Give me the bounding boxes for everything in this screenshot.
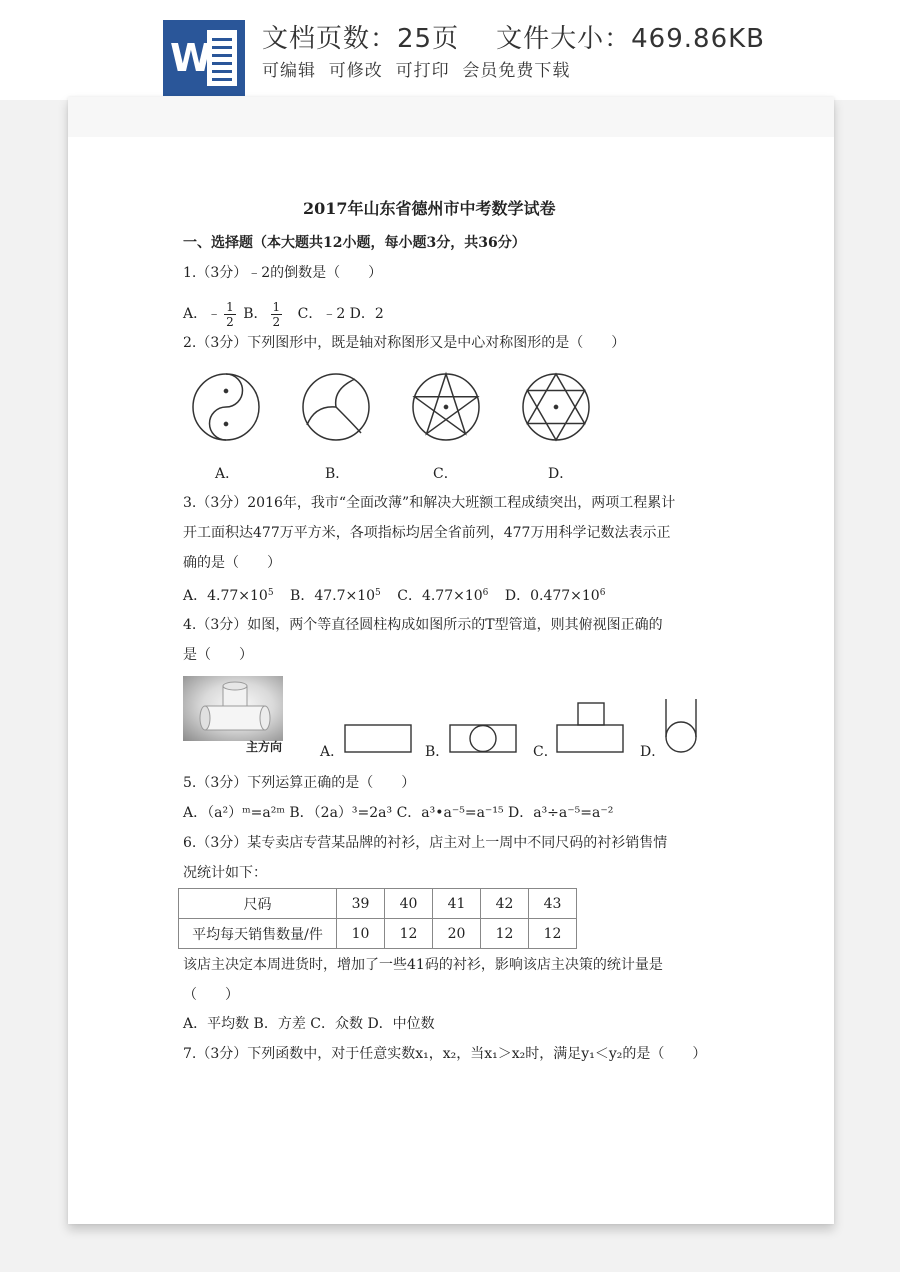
q4-option-b-figure xyxy=(450,725,516,752)
table-cell: 12 xyxy=(481,919,529,949)
table-cell: 43 xyxy=(529,889,577,919)
q4-label-b: B． xyxy=(425,744,450,760)
q1-options-rest: C．﹣2 D．2 xyxy=(297,306,384,322)
table-cell: 41 xyxy=(433,889,481,919)
exam-title: 2017年山东省德州市中考数学试卷 xyxy=(303,199,556,218)
q4-view-figures xyxy=(338,697,708,757)
section-heading: 一、选择题（本大题共12小题，每小题3分，共36分） xyxy=(183,235,526,251)
q2-label-c: C． xyxy=(433,466,458,482)
q1-option-a-label: A．﹣ xyxy=(183,306,222,322)
question-6-after-1: 该店主决定本周进货时，增加了一些41码的衬衫，影响该店主决策的统计量是 xyxy=(183,957,663,973)
question-6-line-1: 6.（3分）某专卖店专营某品牌的衬衫，店主对上一周中不同尺码的衬衫销售情 xyxy=(183,835,668,851)
triple-swirl-figure xyxy=(303,374,369,440)
question-6-after-2: （ ） xyxy=(183,987,239,1003)
q1-fraction-a xyxy=(224,300,236,329)
question-2-stem: 2.（3分）下列图形中，既是轴对称图形又是中心对称图形的是（ ） xyxy=(183,335,626,351)
q4-option-c-figure xyxy=(557,703,623,752)
q4-label-c: C． xyxy=(533,744,558,760)
q1-fraction-b xyxy=(271,300,283,329)
table-cell: 20 xyxy=(433,919,481,949)
q4-label-d: D． xyxy=(640,744,666,760)
q4-label-a: A． xyxy=(320,744,345,760)
q4-option-a-figure xyxy=(345,725,411,752)
t-pipe-photo xyxy=(183,676,283,741)
q3-option-b: B．$47.7\times 10^5$ xyxy=(290,588,381,604)
question-7-stem: 7.（3分）下列函数中，对于任意实数x₁，x₂，当x₁＞x₂时，满足y₁＜y₂的是（ ） xyxy=(183,1046,707,1062)
yin-yang-figure xyxy=(193,374,259,440)
table-row xyxy=(179,889,577,919)
question-3-line-1: 3.（3分）2016年，我市“全面改薄”和解决大班额工程成绩突出，两项工程累计 xyxy=(183,495,676,511)
q2-figures xyxy=(183,367,603,447)
table-cell: 10 xyxy=(337,919,385,949)
word-logo-letter: W xyxy=(170,36,212,80)
q2-label-b: B． xyxy=(325,466,350,482)
question-3-line-2: 开工面积达477万平方米，各项指标均居全省前列，477万用科学记数法表示正 xyxy=(183,525,671,541)
table-row xyxy=(179,919,577,949)
question-1-options xyxy=(183,297,384,331)
table-cell: 12 xyxy=(529,919,577,949)
document-page xyxy=(68,97,834,1224)
table-cell: 39 xyxy=(337,889,385,919)
question-5-options: A．（a²）ᵐ=a²ᵐ B．（2a）³=2a³ C．a³•a⁻⁵=a⁻¹⁵ D．a³÷a⁻⁵=a⁻² xyxy=(183,805,614,821)
q1-fraction-b-den: 2 xyxy=(272,314,281,329)
q1-fraction-a-num: 1 xyxy=(226,299,234,314)
t-pipe-drawing xyxy=(183,676,283,741)
page-top-shade xyxy=(68,97,834,137)
table-cell: 平均每天销售数量/件 xyxy=(179,919,337,949)
q3-option-d: D．$0.477\times 10^6$ xyxy=(504,588,606,604)
download-banner xyxy=(0,0,900,100)
hexagram-figure xyxy=(523,374,589,440)
question-3-line-3: 确的是（ ） xyxy=(183,555,281,571)
word-document-icon xyxy=(163,20,245,96)
q3-option-c: C．$4.77\times 10^6$ xyxy=(397,588,489,604)
table-cell: 尺码 xyxy=(179,889,337,919)
question-6-options: A．平均数 B．方差 C．众数 D．中位数 xyxy=(183,1016,435,1032)
document-features: 可编辑 可修改 可打印 会员免费下载 xyxy=(262,61,571,81)
q1-option-b-label: B． xyxy=(243,306,268,322)
q1-fraction-a-den: 2 xyxy=(226,314,234,329)
q2-label-d: D． xyxy=(548,466,574,482)
table-cell: 40 xyxy=(385,889,433,919)
pentagram-figure xyxy=(413,374,479,440)
document-info-title: 文档页数：25页 文件大小：469.86KB xyxy=(262,24,766,54)
question-6-line-2: 况统计如下： xyxy=(183,865,267,881)
sales-table xyxy=(178,888,577,949)
question-1-stem: 1.（3分）﹣2的倒数是（ ） xyxy=(183,265,383,281)
question-3-options xyxy=(183,583,605,606)
q2-label-a: A． xyxy=(215,466,240,482)
question-4-line-2: 是（ ） xyxy=(183,647,253,663)
table-cell: 42 xyxy=(481,889,529,919)
table-cell: 12 xyxy=(385,919,433,949)
question-4-line-1: 4.（3分）如图，两个等直径圆柱构成如图所示的T型管道，则其俯视图正确的 xyxy=(183,617,663,633)
question-5-stem: 5.（3分）下列运算正确的是（ ） xyxy=(183,775,416,791)
q3-option-a: A．$4.77\times 10^5$ xyxy=(183,588,274,604)
q4-option-d-figure xyxy=(666,699,696,752)
q1-fraction-b-num: 1 xyxy=(272,299,281,314)
photo-caption: 主方向 xyxy=(246,740,283,754)
